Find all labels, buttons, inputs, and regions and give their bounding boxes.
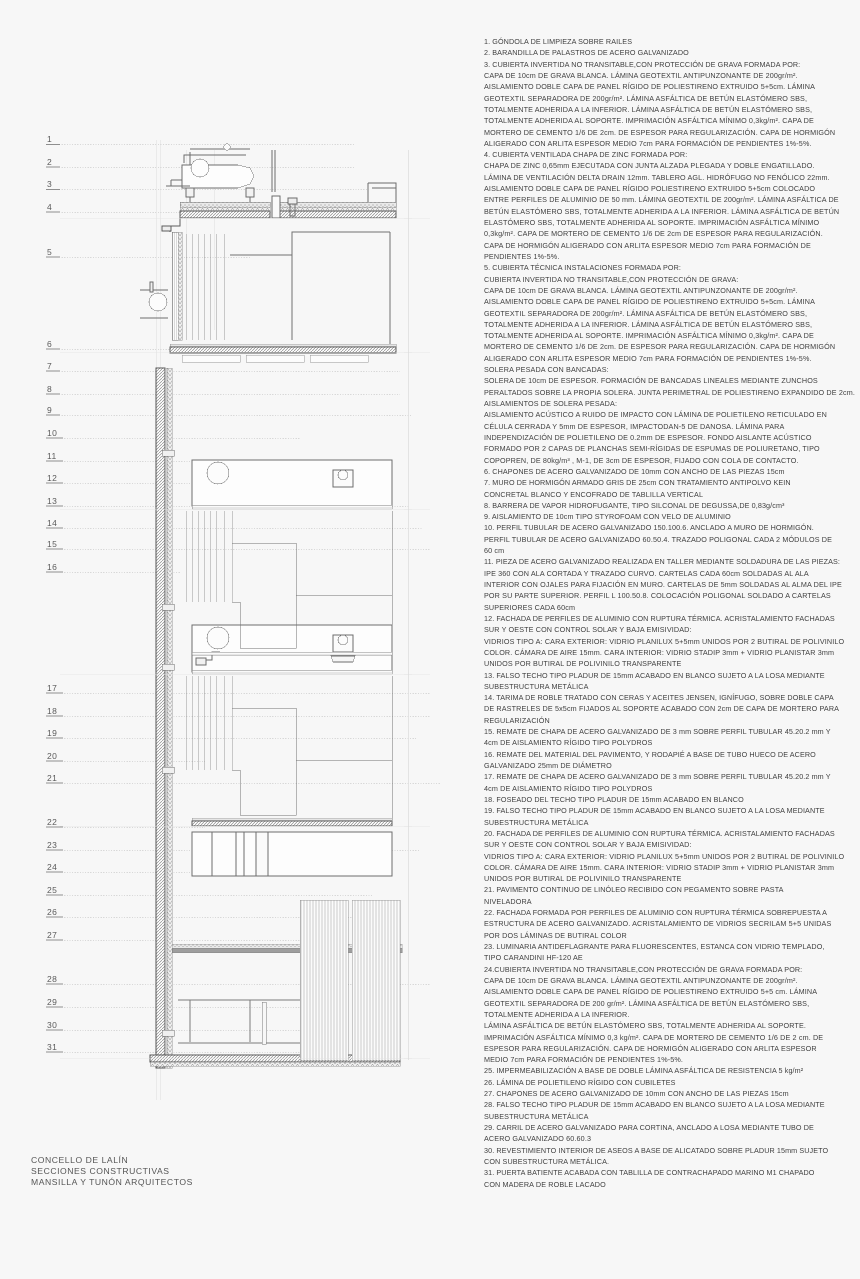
- spec-line: GEOTEXTIL SEPARADORA DE 200gr/m². LÁMINA ASFÁLTICA DE BETÚN ELASTÓMERO SBS,: [484, 308, 808, 318]
- callout-number: 8: [47, 383, 53, 394]
- spec-line: SUR Y OESTE CON CONTROL SOLAR Y BAJA EMISIVIDAD:: [484, 840, 692, 850]
- spec-line: 0,3kg/m². CAPA DE MORTERO DE CEMENTO 1/6 DE 2cm DE ESPESOR PARA REGULARIZACIÓN.: [484, 229, 823, 239]
- spec-line: 28. FALSO TECHO TIPO PLADUR DE 15mm ACABADO EN BLANCO SUJETO A LA LOSA MEDIANTE: [484, 1100, 825, 1110]
- callout-number: 13: [47, 495, 58, 506]
- spec-line: CHAPA DE ZINC 0,65mm EJECUTADA CON JUNTA ALZADA PLEGADA Y DOBLE ENGATILLADO.: [484, 161, 815, 171]
- spec-line: COPOPREN, DE 80kg/m³ , M-1, DE 3cm DE ESPESOR, FIJADO CON COLA DE CONTACTO.: [484, 455, 799, 465]
- spec-line: MEDIO 7cm PARA FORMACIÓN DE PENDIENTES 1%-5%.: [484, 1055, 684, 1065]
- spec-line: AISLAMIENTO DOBLE CAPA DE PANEL RÍGIDO DE POLIESTIRENO EXTRUIDO 5+5cm. LÁMINA: [484, 82, 816, 92]
- spec-line: NIVELADORA: [484, 896, 532, 906]
- spec-line: AISLAMIENTO DOBLE CAPA DE PANEL RÍGIDO DE POLIESTIRENO EXTRUIDO 5+5cm. LÁMINA: [484, 297, 816, 307]
- spec-line: GALVANIZADO 25mm DE DIÁMETRO: [484, 761, 612, 770]
- spec-line: 24.CUBIERTA INVERTIDA NO TRANSITABLE,CON PROTECCIÓN DE GRAVA FORMADA POR:: [484, 964, 803, 974]
- spec-line: CAPA DE HORMIGÓN ALIGERADO CON ARLITA ESPESOR MEDIO 7cm PARA FORMACIÓN DE: [484, 240, 811, 250]
- spec-line: ALIGERADO CON ARLITA ESPESOR MEDIO 7cm PARA FORMACIÓN DE PENDIENTES 1%-5%.: [484, 353, 812, 363]
- spec-line: CONCRETAL BLANCO Y ENCOFRADO DE TABLILLA VERTICAL: [484, 489, 704, 499]
- spec-line: LÁMINA ASFÁLTICA DE BETÚN ELASTÓMERO SBS, TOTALMENTE ADHERIDA AL SOPORTE.: [484, 1021, 807, 1031]
- callout-number: 12: [47, 472, 58, 483]
- spec-line: MORTERO DE CEMENTO 1/6 DE 2cm. DE ESPESOR PARA REGULARIZACIÓN. CAPA DE HORMIGÓN: [484, 342, 836, 352]
- spec-line: 31. PUERTA BATIENTE ACABADA CON TABLILLA DE CONTRACHAPADO MARINO M1 CHAPADO: [484, 1168, 815, 1178]
- spec-line: 27. CHAPONES DE ACERO GALVANIZADO DE 10mm CON ANCHO DE LAS PIEZAS 15cm: [484, 1089, 789, 1099]
- callout-number: 18: [47, 705, 58, 716]
- spec-line: ENTRE PERFILES DE ALUMINIO DE 50 mm. LÁMINA GEOTEXTIL DE 200gr/m². LÁMINA ASFÁLTICA DE: [484, 195, 839, 205]
- spec-line: VIDRIOS TIPO A: CARA EXTERIOR: VIDRIO PLANILUX 5+5mm UNIDOS POR 2 BUTIRAL DE POLIVINILO: [484, 851, 845, 861]
- callout-number: 20: [47, 750, 58, 761]
- spec-line: UNIDOS POR BUTIRAL DE POLIVINILO TRANSPARENTE: [484, 874, 682, 884]
- spec-line: 25. IMPERMEABILIZACIÓN A BASE DE DOBLE LÁMINA ASFÁLTICA DE RESISTENCIA 5 kg/m²: [484, 1066, 804, 1076]
- callout-number: 3: [47, 179, 53, 189]
- callout-number: 4: [47, 201, 53, 212]
- callout-number: 17: [47, 682, 58, 693]
- spec-line: VIDRIOS TIPO A: CARA EXTERIOR: VIDRIO PLANILUX 5+5mm UNIDOS POR 2 BUTIRAL DE POLIVINILO: [484, 636, 845, 646]
- callout-number: 27: [47, 929, 58, 940]
- spec-line: MORTERO DE CEMENTO 1/6 DE 2cm. DE ESPESOR PARA REGULARIZACIÓN. CAPA DE HORMIGÓN: [484, 127, 836, 137]
- spec-line: AISLAMIENTO DOBLE CAPA DE PANEL RÍGIDO DE POLIESTIRENO EXTRUIDO 5+5 cm. LÁMINA: [484, 987, 818, 997]
- callout-number: 19: [47, 727, 58, 738]
- spec-line: 29. CARRIL DE ACERO GALVANIZADO PARA CORTINA, ANCLADO A LOSA MEDIANTE TUBO DE: [484, 1123, 814, 1132]
- spec-line: SUBESTRUCTURA METÁLICA: [484, 681, 589, 691]
- spec-line: 19. FALSO TECHO TIPO PLADUR DE 15mm ACABADO EN BLANCO SUJETO A LA LOSA MEDIANTE: [484, 806, 825, 816]
- title-block-project: CONCELLO DE LALÍN: [31, 1155, 129, 1165]
- callout-number: 7: [47, 360, 53, 371]
- callout-number: 30: [47, 1019, 58, 1030]
- spec-line: TOTALMENTE ADHERIDA A LA INFERIOR. LÁMINA ASFÁLTICA DE BETÚN ELASTÓMERO SBS,: [484, 104, 813, 114]
- spec-line: CON MADERA DE ROBLE LACADO: [484, 1179, 606, 1189]
- callout-number: 21: [47, 772, 58, 783]
- spec-line: SUBESTRUCTURA METÁLICA: [484, 817, 589, 827]
- spec-line: AISLAMIENTO DOBLE CAPA DE PANEL RÍGIDO POLIESTIRENO EXTRUIDO 5+5cm COLOCADO: [484, 184, 816, 194]
- spec-line: 6. CHAPONES DE ACERO GALVANIZADO DE 10mm CON ANCHO DE LAS PIEZAS 15cm: [484, 466, 785, 476]
- specification-legend: [484, 36, 855, 1190]
- spec-line: TOTALMENTE ADHERIDA AL SOPORTE. IMPRIMACIÓN ASFÁLTICA MÍNIMO 0,3kg/m². CAPA DE: [484, 331, 814, 341]
- spec-line: INDEPENDIZACIÓN DE POLIETILENO DE 0.2mm DE ESPESOR. FONDO AISLANTE ACÚSTICO: [484, 432, 812, 442]
- callout-number: 11: [47, 450, 57, 461]
- spec-line: 1. GÓNDOLA DE LIMPIEZA SOBRE RAILES: [484, 37, 633, 46]
- spec-line: 3. CUBIERTA INVERTIDA NO TRANSITABLE,CON PROTECCIÓN DE GRAVA FORMADA POR:: [484, 59, 801, 69]
- callout-number: 14: [47, 517, 58, 528]
- spec-line: PERALTADOS SOBRE LA PROPIA SOLERA. JUNTA PERIMETRAL DE POLIESTIRENO EXPANDIDO DE 2cm.: [484, 387, 855, 397]
- spec-line: 16. REMATE DEL MATERIAL DEL PAVIMENTO, Y RODAPIÉ A BASE DE TUBO HUECO DE ACERO: [484, 749, 816, 759]
- spec-line: 7. MURO DE HORMIGÓN ARMADO GRIS DE 25cm CON TRATAMIENTO ANTIPOLVO KEIN: [484, 478, 791, 488]
- spec-line: CAPA DE 10cm DE GRAVA BLANCA. LÁMINA GEOTEXTIL ANTIPUNZONANTE DE 200gr/m².: [484, 285, 798, 295]
- spec-line: IPE 360 CON ALA CORTADA Y TRAZADO CURVO. CARTELAS CADA 60cm SOLDADAS AL ALA: [484, 568, 809, 578]
- callout-number: 23: [47, 839, 58, 850]
- spec-line: TOTALMENTE ADHERIDA A LA INFERIOR. LÁMINA ASFÁLTICA DE BETÚN ELASTÓMERO SBS,: [484, 319, 813, 329]
- spec-line: 4cm DE AISLAMIENTO RÍGIDO TIPO POLYDROS: [484, 783, 653, 793]
- callout-number: 1: [47, 134, 53, 144]
- spec-line: FORMADO POR 2 CAPAS DE PLANCHAS SEMI-RÍGIDAS DE ESPUMAS DE POLIURETANO, TIPO: [484, 444, 820, 454]
- spec-line: ALIGERADO CON ARLITA ESPESOR MEDIO 7cm PARA FORMACIÓN DE PENDIENTES 1%-5%.: [484, 138, 812, 148]
- spec-line: 23. LUMINARIA ANTIDEFLAGRANTE PARA FLUORESCENTES, ESTANCA CON VIDRIO TEMPLADO,: [484, 942, 825, 951]
- spec-line: 11. PIEZA DE ACERO GALVANIZADO REALIZADA EN TALLER MEDIANTE SOLDADURA DE LAS PIEZAS:: [484, 557, 841, 567]
- callout-number: 5: [47, 246, 53, 257]
- spec-line: CAPA DE 10cm DE GRAVA BLANCA. LÁMINA GEOTEXTIL ANTIPUNZONANTE DE 200gr/m².: [484, 975, 798, 985]
- spec-line: 12. FACHADA DE PERFILES DE ALUMINIO CON RUPTURA TÉRMICA. ACRISTALAMIENTO FACHADAS: [484, 613, 835, 623]
- spec-line: TOTALMENTE ADHERIDA AL SOPORTE. IMPRIMACIÓN ASFÁLTICA MÍNIMO 0,3kg/m². CAPA DE: [484, 116, 814, 126]
- spec-line: POR SU PARTE SUPERIOR. PERFIL L 100.50.8. COLOCACIÓN POLIGONAL SOLDADO A CARTELAS: [484, 591, 831, 601]
- spec-line: DE RASTRELES DE 5x5cm FIJADOS AL SOPORTE ACABADO CON 2cm DE CAPA DE MORTERO PARA: [484, 704, 840, 714]
- title-block: [31, 1155, 193, 1189]
- spec-line: 26. LÁMINA DE POLIETILENO RÍGIDO CON CUBILETES: [484, 1077, 676, 1087]
- spec-line: ELASTÓMERO SBS, TOTALMENTE ADHERIDA AL SOPORTE. IMPRIMACIÓN ASFÁLTICA MÍNIMO: [484, 218, 820, 227]
- spec-line: 10. PERFIL TUBULAR DE ACERO GALVANIZADO 150.100.6. ANCLADO A MURO DE HORMIGÓN.: [484, 523, 814, 533]
- spec-line: 18. FOSEADO DEL TECHO TIPO PLADUR DE 15mm ACABADO EN BLANCO: [484, 794, 744, 804]
- spec-line: CUBIERTA INVERTIDA NO TRANSITABLE,CON PROTECCIÓN DE GRAVA:: [484, 274, 739, 284]
- title-block-architects: MANSILLA Y TUNÓN ARQUITECTOS: [31, 1177, 193, 1188]
- callout-number: 2: [47, 156, 53, 167]
- title-block-drawing-title: SECCIONES CONSTRUCTIVAS: [31, 1166, 170, 1177]
- spec-line: PENDIENTES 1%-5%.: [484, 251, 560, 261]
- spec-line: IMPRIMACIÓN ASFÁLTICA MÍNIMO 0,3 kg/m². CAPA DE MORTERO DE CEMENTO 1/6 DE 2 cm. DE: [484, 1032, 824, 1042]
- spec-line: 13. FALSO TECHO TIPO PLADUR DE 15mm ACABADO EN BLANCO SUJETO A LA LOSA MEDIANTE: [484, 670, 825, 680]
- spec-line: 15. REMATE DE CHAPA DE ACERO GALVANIZADO DE 3 mm SOBRE PERFIL TUBULAR 45.20.2 mm Y: [484, 727, 831, 737]
- spec-line: CÉLULA CERRADA Y 5mm DE ESPESOR, IMPACTODAN-5 DE DANOSA. LÁMINA PARA: [484, 421, 785, 431]
- callout-number: 9: [47, 404, 53, 415]
- spec-line: REGULARIZACIÓN: [484, 715, 550, 725]
- spec-line: 4cm DE AISLAMIENTO RÍGIDO TIPO POLYDROS: [484, 738, 653, 748]
- callout-number: 31: [47, 1041, 58, 1052]
- spec-line: TOTALMENTE ADHERIDA A LA INFERIOR.: [484, 1009, 630, 1019]
- spec-line: POR DOS LÁMINAS DE BUTIRAL COLOR: [484, 930, 627, 940]
- spec-line: 30. REVESTIMIENTO INTERIOR DE ASEOS A BASE DE ALICATADO SOBRE PLADUR 15mm SUJETO: [484, 1145, 829, 1155]
- spec-line: CAPA DE 10cm DE GRAVA BLANCA. LÁMINA GEOTEXTIL ANTIPUNZONANTE DE 200gr/m².: [484, 70, 798, 80]
- spec-line: 2. BARANDILLA DE PALASTROS DE ACERO GALVANIZADO: [484, 48, 689, 58]
- spec-line: SUPERIORES CADA 60cm: [484, 602, 576, 612]
- spec-line: PERFIL TUBULAR DE ACERO GALVANIZADO 60.50.4. TRAZADO POLIGONAL CADA 2 MÓDULOS DE: [484, 534, 833, 544]
- spec-line: 22. FACHADA FORMADA POR PERFILES DE ALUMINIO CON RUPTURA TÉRMICA SOBREPUESTA A: [484, 908, 828, 918]
- spec-line: 20. FACHADA DE PERFILES DE ALUMINIO CON RUPTURA TÉRMICA. ACRISTALAMIENTO FACHADAS: [484, 828, 835, 838]
- spec-line: COLOR. CÁMARA DE AIRE 15mm. CARA INTERIOR: VIDRIO STADIP 3mm + VIDRIO PLANISTAR 3mm: [484, 647, 835, 657]
- spec-line: INTERIOR CON OJALES PARA FIJACIÓN EN MURO. CARTELAS DE 5mm SOLDADAS AL ALMA DEL IPE: [484, 580, 842, 589]
- spec-line: 5. CUBIERTA TÉCNICA INSTALACIONES FORMADA POR:: [484, 263, 681, 273]
- spec-line: SUBESTRUCTURA METÁLICA: [484, 1111, 589, 1121]
- spec-line: 14. TARIMA DE ROBLE TRATADO CON CERAS Y ACEITES JENSEN, IGNÍFUGO, SOBRE DOBLE CAPA: [484, 693, 834, 703]
- callout-number: 25: [47, 884, 58, 895]
- callout-number: 6: [47, 338, 53, 349]
- spec-line: SOLERA PESADA CON BANCADAS:: [484, 365, 609, 375]
- callout-number: 15: [47, 538, 58, 549]
- callout-number: 26: [47, 906, 58, 917]
- spec-line: BETÚN ELASTÓMERO SBS, TOTALMENTE ADHERIDA A LA INFERIOR. LÁMINA ASFÁLTICA DE BETÚN: [484, 206, 840, 216]
- spec-line: COLOR. CÁMARA DE AIRE 15mm. CARA INTERIOR: VIDRIO STADIP 3mm + VIDRIO PLANISTAR 3mm: [484, 862, 835, 872]
- spec-line: 17. REMATE DE CHAPA DE ACERO GALVANIZADO DE 3 mm SOBRE PERFIL TUBULAR 45.20.2 mm Y: [484, 772, 831, 782]
- callout-number: 22: [47, 816, 58, 827]
- spec-line: SUR Y OESTE CON CONTROL SOLAR Y BAJA EMISIVIDAD:: [484, 625, 692, 635]
- spec-line: LÁMINA DE VENTILACIÓN DELTA DRAIN 12mm. TABLERO AGL. HIDRÓFUGO NO FENÓLICO 22mm.: [484, 172, 830, 182]
- spec-line: 21. PAVIMENTO CONTINUO DE LINÓLEO RECIBIDO CON PEGAMENTO SOBRE PASTA: [484, 885, 784, 895]
- spec-line: CON SUBESTRUCTURA METÁLICA.: [484, 1156, 610, 1166]
- spec-line: AISLAMIENTO ACÚSTICO A RUIDO DE IMPACTO CON LÁMINA DE POLIETILENO RETICULADO EN: [484, 410, 827, 420]
- callout-number: 24: [47, 861, 58, 872]
- spec-line: GEOTEXTIL SEPARADORA DE 200gr/m². LÁMINA ASFÁLTICA DE BETÚN ELASTÓMERO SBS,: [484, 93, 808, 103]
- spec-line: ESTRUCTURA DE ACERO GALVANIZADO. ACRISTALAMIENTO DE VIDRIOS SECRILAM 5+5 UNIDAS: [484, 919, 832, 929]
- spec-line: 60 cm: [484, 546, 505, 556]
- spec-line: 4. CUBIERTA VENTILADA CHAPA DE ZINC FORMADA POR:: [484, 150, 688, 160]
- callout-number: 16: [47, 561, 58, 572]
- spec-line: 9. AISLAMIENTO DE 10cm TIPO STYROFOAM CON VELO DE ALUMINIO: [484, 512, 731, 522]
- spec-line: TIPO CARANDINI HF-120 AE: [484, 953, 583, 963]
- spec-line: UNIDOS POR BUTIRAL DE POLIVINILO TRANSPARENTE: [484, 659, 682, 669]
- callout-number: 29: [47, 996, 58, 1007]
- spec-line: AISLAMIENTOS DE SOLERA PESADA:: [484, 399, 618, 408]
- callout-number: 10: [47, 427, 58, 438]
- spec-line: ESPESOR PARA REGULARIZACIÓN. CAPA DE HORMIGÓN ALIGERADO CON ARLITA ESPESOR: [484, 1043, 817, 1053]
- spec-line: ACERO GALVANIZADO 60.60.3: [484, 1134, 592, 1144]
- spec-line: GEOTEXTIL SEPARADORA DE 200 gr/m². LÁMINA ASFÁLTICA DE BETÚN ELASTÓMERO SBS,: [484, 998, 810, 1008]
- spec-line: SOLERA DE 10cm DE ESPESOR. FORMACIÓN DE BANCADAS LINEALES MEDIANTE ZUNCHOS: [484, 376, 818, 386]
- callout-number: 28: [47, 973, 58, 984]
- spec-line: 8. BARRERA DE VAPOR HIDROFUGANTE, TIPO SILCONAL DE DEGUSSA,DE 0,83g/cm³: [484, 500, 785, 510]
